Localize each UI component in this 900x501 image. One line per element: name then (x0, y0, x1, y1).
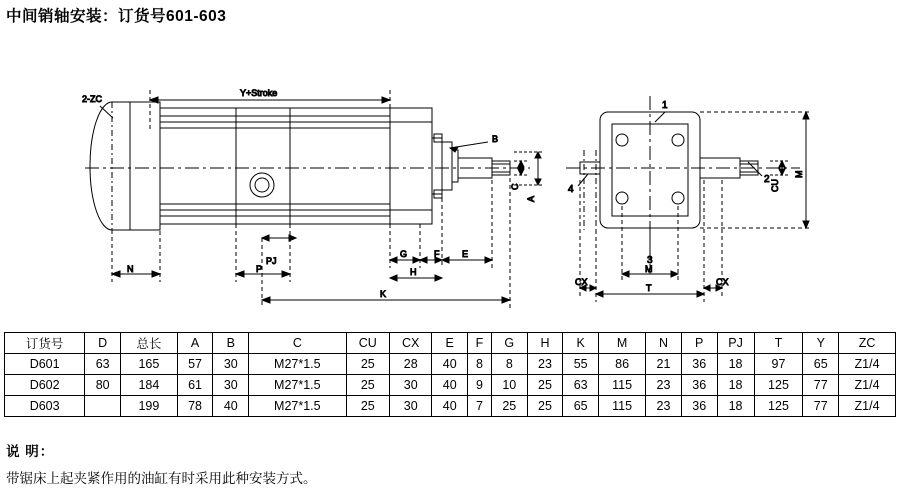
table-cell: 40 (213, 396, 249, 417)
label-e: E (462, 249, 469, 259)
callout-1: 1 (662, 100, 668, 111)
table-cell: D601 (5, 354, 85, 375)
table-cell: 23 (646, 375, 682, 396)
table-cell: 18 (717, 375, 754, 396)
table-cell: M27*1.5 (249, 354, 346, 375)
trunnion-block (236, 108, 290, 224)
table-header-cell: A (177, 333, 213, 354)
table-header-row (5, 333, 896, 354)
table-header-cell: P (681, 333, 717, 354)
label-g: G (400, 249, 408, 259)
label-k: K (380, 289, 387, 299)
table-header-cell: F (468, 333, 492, 354)
table-cell: 36 (681, 375, 717, 396)
spec-table-wrap (4, 332, 896, 417)
label-m-bottom: M (645, 264, 653, 274)
table-cell: 8 (468, 354, 492, 375)
table-cell: M27*1.5 (249, 375, 346, 396)
table-row (5, 354, 896, 375)
table-cell: 97 (754, 354, 803, 375)
table-cell: 184 (121, 375, 178, 396)
label-y-stroke: Y+Stroke (240, 88, 278, 98)
table-cell: 57 (177, 354, 213, 375)
table-cell: 25 (527, 375, 563, 396)
table-header-cell: 总长 (121, 333, 178, 354)
table-header-cell: C (249, 333, 346, 354)
notes-body: 带锯床上起夹紧作用的油缸有时采用此种安装方式。 (6, 471, 317, 486)
label-n: N (127, 264, 134, 274)
table-cell: D602 (5, 375, 85, 396)
table-cell: 40 (432, 354, 468, 375)
drawing-svg (0, 30, 900, 320)
label-f: F (434, 249, 440, 259)
table-header-cell: ZC (839, 333, 896, 354)
table-header-cell: PJ (717, 333, 754, 354)
table-cell: 63 (563, 375, 599, 396)
table-cell: 8 (491, 354, 527, 375)
table-cell: 65 (803, 354, 839, 375)
table-header-cell: E (432, 333, 468, 354)
table-header-cell: N (646, 333, 682, 354)
table-cell: 36 (681, 396, 717, 417)
callout-2: 2 (764, 174, 770, 185)
front-head (390, 108, 432, 224)
table-header-cell: Y (803, 333, 839, 354)
table-row (5, 396, 896, 417)
table-cell: 18 (717, 354, 754, 375)
table-cell: 25 (527, 396, 563, 417)
table-cell: 77 (803, 375, 839, 396)
table-cell: 18 (717, 396, 754, 417)
spec-table (4, 332, 896, 417)
table-cell: D603 (5, 396, 85, 417)
label-2-zc: 2-ZC (82, 94, 102, 104)
label-b: B (492, 134, 499, 144)
table-cell: 21 (646, 354, 682, 375)
table-cell: 125 (754, 396, 803, 417)
table-header-cell: M (599, 333, 646, 354)
table-cell: 55 (563, 354, 599, 375)
label-t: T (646, 283, 652, 293)
table-cell: Z1/4 (839, 396, 896, 417)
table-cell: M27*1.5 (249, 396, 346, 417)
label-pj: PJ (266, 256, 277, 266)
table-cell: 86 (599, 354, 646, 375)
callout-3: 3 (647, 255, 653, 266)
table-cell: 7 (468, 396, 492, 417)
notes-section (6, 440, 317, 487)
table-cell: 115 (599, 375, 646, 396)
table-cell: Z1/4 (839, 354, 896, 375)
label-p: P (256, 264, 263, 274)
table-cell: 23 (527, 354, 563, 375)
table-cell (85, 396, 121, 417)
label-cu: CU (770, 179, 780, 192)
table-row (5, 375, 896, 396)
table-cell: 78 (177, 396, 213, 417)
callout-4: 4 (568, 184, 574, 195)
table-cell: 30 (390, 375, 432, 396)
technical-drawing (0, 30, 900, 320)
table-header-cell: B (213, 333, 249, 354)
table-cell: 30 (213, 354, 249, 375)
table-header-cell: CU (346, 333, 390, 354)
table-header-cell: D (85, 333, 121, 354)
table-cell: 25 (346, 396, 390, 417)
table-cell: Z1/4 (839, 375, 896, 396)
table-cell: 40 (432, 396, 468, 417)
table-header-cell: K (563, 333, 599, 354)
table-cell: 63 (85, 354, 121, 375)
page-title: 中间销轴安装：订货号601-603 (6, 8, 227, 25)
label-h: H (410, 267, 417, 277)
table-header-cell: H (527, 333, 563, 354)
table-cell: 61 (177, 375, 213, 396)
table-cell: 125 (754, 375, 803, 396)
table-cell: 115 (599, 396, 646, 417)
table-cell: 65 (563, 396, 599, 417)
table-header-cell: T (754, 333, 803, 354)
table-cell: 199 (121, 396, 178, 417)
table-cell: 77 (803, 396, 839, 417)
table-header-cell: CX (390, 333, 432, 354)
table-cell: 165 (121, 354, 178, 375)
cylinder-barrel (160, 108, 390, 224)
label-cx-right: CX (716, 277, 729, 287)
table-cell: 80 (85, 375, 121, 396)
table-cell: 9 (468, 375, 492, 396)
table-cell: 25 (491, 396, 527, 417)
label-m-right: M (794, 170, 804, 178)
table-cell: 30 (213, 375, 249, 396)
table-cell: 25 (346, 375, 390, 396)
table-cell: 36 (681, 354, 717, 375)
table-cell: 40 (432, 375, 468, 396)
table-header-cell: 订货号 (5, 333, 85, 354)
table-cell: 23 (646, 396, 682, 417)
table-cell: 10 (491, 375, 527, 396)
label-a: A (526, 195, 536, 202)
table-header-cell: G (491, 333, 527, 354)
notes-heading: 说 明： (6, 444, 55, 459)
label-c: C (510, 183, 520, 190)
table-cell: 30 (390, 396, 432, 417)
table-cell: 25 (346, 354, 390, 375)
table-cell: 28 (390, 354, 432, 375)
label-cx-left: CX (575, 277, 588, 287)
